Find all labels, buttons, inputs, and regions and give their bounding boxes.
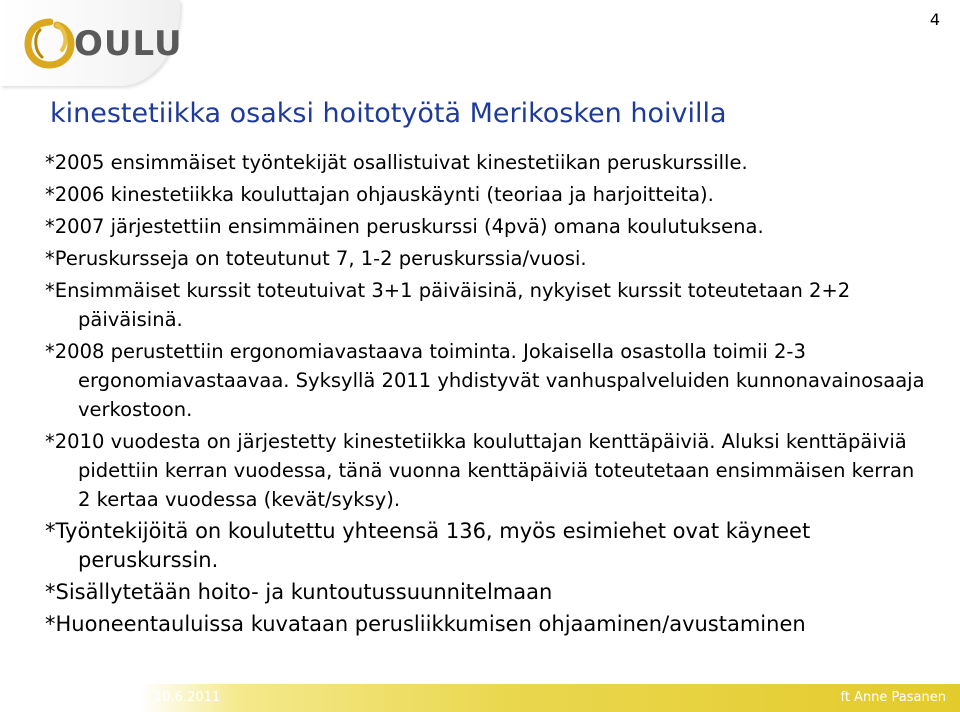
- bullet-list: [45, 148, 925, 642]
- bullet-item: *Peruskursseja on toteutunut 7, 1-2 peruskurssia/vuosi.: [45, 247, 587, 270]
- bullet-item: *Huoneentauluissa kuvataan perusliikkumisen ohjaaminen/avustaminen: [45, 612, 806, 636]
- bullet-item: *2010 vuodesta on järjestetty kinestetiikka kouluttajan kenttäpäiviä. Aluksi kenttäpäiviä pidettiin kerran vuodessa, tänä vuonna kenttäpäiviä toteutetaan ensimmäisen kerran 2 kertaa vuodessa (kevät/syksy).: [45, 430, 915, 511]
- bullet-item: *2008 perustettiin ergonomiavastaava toiminta. Jokaisella osastolla toimii 2-3 ergonomiavastaavaa. Syksyllä 2011 yhdistyvät vanhuspalveluiden kunnonavainosaaja verkostoon.: [45, 340, 925, 421]
- bullet-item: *2007 järjestettiin ensimmäinen peruskurssi (4pvä) omana koulutuksena.: [45, 215, 764, 238]
- bullet-item: *Työntekijöitä on koulutettu yhteensä 136, myös esimiehet ovat käyneet peruskurssin.: [45, 519, 811, 572]
- bullet-item: *2006 kinestetiikka kouluttajan ohjauskäynti (teoriaa ja harjoitteita).: [45, 183, 714, 206]
- page-number: 4: [929, 10, 940, 29]
- slide-title: kinestetiikka osaksi hoitotyötä Merikosken hoivilla: [50, 98, 727, 129]
- footer-author: ft Anne Pasanen: [840, 690, 946, 705]
- bullet-item: *Sisällytetään hoito- ja kuntoutussuunnitelmaan: [45, 580, 553, 604]
- footer-date: 10.6.2011: [154, 690, 221, 705]
- oulu-logo: [22, 14, 183, 76]
- bullet-item: *2005 ensimmäiset työntekijät osallistuivat kinestetiikan peruskurssille.: [45, 151, 748, 174]
- swirl-logo-icon: [22, 16, 78, 72]
- footer-bar: [140, 684, 960, 712]
- logo-panel: [0, 0, 183, 86]
- logo-text: OULU: [74, 24, 183, 64]
- bullet-item: *Ensimmäiset kurssit toteutuivat 3+1 päiväisinä, nykyiset kurssit toteutetaan 2+2 päiväisinä.: [45, 279, 851, 331]
